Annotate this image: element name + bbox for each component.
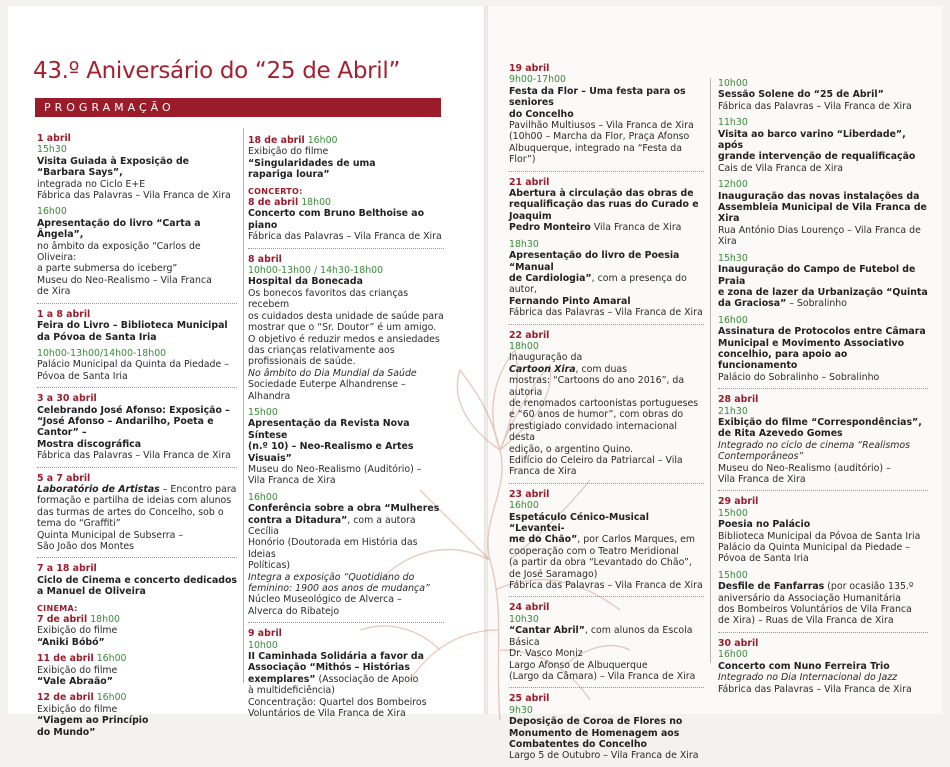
event-time: 16h00 — [307, 135, 338, 146]
program-event — [718, 496, 928, 564]
event-time: 11h30 — [718, 117, 748, 129]
program-event — [509, 239, 704, 319]
dotted-separator — [37, 467, 237, 468]
description-text: requalificação das ruas do Curado e Joaquim — [509, 199, 699, 222]
event-date-time — [248, 197, 444, 208]
program-event — [248, 492, 444, 617]
program-event — [37, 393, 237, 461]
event-description — [37, 359, 237, 382]
description-text: e “60 anos de humor”, com obras do — [509, 409, 684, 421]
event-date: 25 abril — [509, 693, 550, 705]
program-event — [248, 407, 444, 487]
event-description — [37, 704, 237, 738]
description-text: Combatentes do Concelho — [509, 738, 647, 750]
page-fold — [484, 6, 488, 714]
event-date: 7 a 18 abril — [37, 563, 97, 575]
column-4 — [718, 78, 928, 700]
event-description — [248, 651, 444, 719]
description-text: São João dos Montes — [37, 541, 135, 552]
event-description — [37, 575, 237, 598]
column-1 — [37, 133, 237, 743]
dotted-separator — [37, 557, 237, 558]
program-event — [718, 117, 928, 174]
description-text: “Aniki Bóbó” — [37, 636, 105, 648]
description-text: Deposição de Coroa de Flores no — [509, 716, 683, 728]
description-text: Apresentação do livro de Poesia “Manual — [509, 250, 680, 273]
program-event — [509, 330, 704, 478]
dotted-separator — [718, 490, 928, 491]
description-text: Integrado no ciclo de cinema “Realismos — [718, 439, 911, 451]
description-text: Desfile de Fanfarras — [718, 581, 825, 593]
description-text: Póvoa de Santa Iria — [37, 370, 128, 382]
description-text: Conferência sobre a obra “Mulheres — [248, 503, 440, 515]
event-date: 24 abril — [509, 602, 550, 614]
description-text: no âmbito da exposição “Carlos de Oliveira: — [37, 240, 201, 264]
description-text: tema do “Graffiti” — [37, 518, 121, 530]
program-event — [718, 315, 928, 383]
description-text: Vila Franca de Xira — [590, 222, 682, 234]
description-text: Inauguração da — [509, 352, 583, 364]
description-text: das turmas de artes do Concelho, sob o — [37, 506, 224, 518]
event-time: 15h00 — [248, 406, 278, 418]
description-text: da Póvoa de Santa Iria — [37, 331, 157, 343]
program-event — [37, 133, 237, 201]
description-text: Abertura à circulação das obras de — [509, 188, 694, 200]
description-text: (a partir da obra “Levantado do Chão”, — [509, 557, 692, 569]
event-description — [37, 405, 237, 462]
description-text: Exibição do filme “Correspondências”, — [718, 416, 922, 428]
event-description — [509, 352, 704, 477]
event-date: 7 de abril — [37, 614, 88, 626]
description-text: Associação “Mithós – Histórias — [248, 662, 410, 674]
event-description — [37, 156, 237, 202]
event-description — [718, 519, 928, 565]
event-date: 29 abril — [718, 496, 759, 508]
program-event — [509, 602, 704, 682]
description-text: exemplares” — [248, 673, 316, 685]
description-text: Hospital da Bonecada — [248, 276, 363, 288]
dotted-separator — [509, 596, 704, 597]
event-date: 5 a 7 abril — [37, 472, 91, 484]
event-time: 16h00 — [718, 649, 748, 661]
program-event — [509, 63, 704, 166]
program-event — [37, 653, 237, 687]
description-text: “Cantar Abril” — [509, 625, 585, 637]
event-description — [718, 264, 928, 310]
event-description — [248, 208, 444, 242]
description-text: do Mundo” — [37, 726, 96, 738]
description-text: Fábrica das Palavras – Vila Franca de Xira — [248, 231, 442, 243]
category-label: CINEMA: — [37, 603, 78, 613]
description-text: Apresentação do livro “Carta a Ângela”, — [37, 217, 201, 241]
description-text: Sessão Solene do “25 de Abril” — [718, 89, 884, 101]
description-text: Festa da Flor – Uma festa para os seniores — [509, 85, 686, 109]
description-text: Visita ao barco varino “Liberdade”, após — [718, 128, 906, 152]
description-text: Políticas) — [248, 560, 290, 572]
description-text: edição, o argentino Quino. — [509, 443, 634, 455]
description-text: Alverca do Ribatejo — [248, 605, 340, 617]
description-text: Municipal e Movimento Associativo — [718, 337, 905, 349]
event-date: 19 abril — [509, 63, 550, 74]
description-text: aniversário da Associação Humanitária — [718, 592, 902, 604]
description-text: (10h00 – Marcha da Flor, Praça Afonso — [509, 131, 690, 143]
event-description — [37, 484, 237, 552]
description-text: feminino: 1900 aos anos de mudança” — [248, 583, 430, 595]
description-text: Integrado no Dia Internacional do Jazz — [718, 672, 898, 684]
description-text: de Cardiologia” — [509, 272, 592, 284]
event-description — [718, 661, 928, 695]
event-description — [718, 326, 928, 383]
event-time: 10h00 — [718, 78, 748, 89]
event-time: 16h00 — [96, 692, 127, 704]
event-description — [718, 191, 928, 248]
description-text: Honório (Doutorada em História das Ideias — [248, 537, 418, 560]
description-text: os cuidados desta unidade de saúde para — [248, 310, 444, 322]
description-text: Museu do Neo-Realismo – Vila Franca — [37, 274, 212, 286]
description-text: Celebrando José Afonso: Exposição – — [37, 404, 230, 416]
dotted-separator — [509, 687, 704, 688]
description-text: “Viagem ao Princípio — [37, 715, 149, 727]
description-text: Franca de Xira — [509, 466, 577, 478]
description-text: Concerto com Bruno Belthoise ao piano — [248, 208, 425, 231]
program-event — [718, 638, 928, 695]
column-3 — [509, 63, 704, 767]
event-date: 12 de abril — [37, 692, 94, 704]
description-text: Cartoon Xira — [509, 363, 576, 375]
description-text: , com duas — [575, 363, 628, 375]
description-text: Contemporâneos” — [718, 451, 804, 463]
event-description — [718, 581, 928, 627]
event-time: 10h30 — [509, 613, 539, 625]
description-text: Palácio do Sobralinho – Sobralinho — [718, 371, 880, 383]
event-time: 18h30 — [509, 238, 539, 250]
description-text: das crianças relativamente aos — [248, 344, 395, 356]
event-date: 11 de abril — [37, 653, 94, 665]
description-text: Exibição do filme — [37, 625, 118, 637]
description-text: Fábrica das Palavras – Vila Franca de Xira — [37, 450, 231, 462]
program-event — [37, 348, 237, 382]
dotted-separator — [509, 324, 704, 325]
description-text: a Manuel de Oliveira — [37, 586, 146, 598]
description-text: Mostra discográfica — [37, 438, 142, 450]
program-event — [37, 473, 237, 553]
dotted-separator — [718, 388, 928, 389]
column-2 — [248, 135, 444, 725]
description-text: profissionais de saúde. — [248, 356, 356, 368]
description-text: Inauguração do Campo de Futebol de Praia — [718, 264, 916, 287]
description-text: Palácio da Quinta Municipal da Piedade – — [718, 542, 910, 554]
description-text: da Graciosa” — [718, 298, 787, 310]
description-text: “Vale Abraão” — [37, 676, 113, 688]
program-event — [248, 197, 444, 243]
description-text: Apresentação da Revista Nova Síntese — [248, 418, 410, 441]
description-text: contra a Ditadura” — [248, 514, 348, 526]
description-text: (n.º 10) – Neo-Realismo e Artes Visuais” — [248, 441, 414, 464]
event-time: 9h30 — [509, 704, 533, 716]
program-event — [718, 179, 928, 247]
event-description — [509, 512, 704, 592]
program-event — [509, 177, 704, 234]
description-text: Visita Guiada à Exposição de “Barbara Says”, — [37, 155, 190, 179]
event-description — [248, 418, 444, 486]
description-text: Vila Franca de Xira — [248, 475, 336, 487]
description-text: Fernando Pinto Amaral — [509, 295, 631, 307]
description-text: (por ocasião 135.º — [824, 581, 914, 593]
description-text: Assinatura de Protocolos entre Câmara — [718, 326, 926, 338]
program-event — [37, 206, 237, 297]
program-event — [37, 614, 237, 648]
dotted-separator — [248, 248, 444, 249]
description-text: Integra a exposição “Quotidiano do — [248, 571, 415, 583]
event-description — [37, 320, 237, 343]
description-text: e zona de lazer da Urbanização “Quinta — [718, 286, 928, 298]
event-description — [509, 625, 704, 682]
event-date: 8 abril — [248, 253, 282, 265]
event-time: 16h00 — [96, 653, 127, 665]
event-date-time — [37, 692, 237, 703]
description-text: Monumento de Homenagem aos — [509, 727, 680, 739]
event-time: 15h30 — [37, 144, 67, 156]
description-text: “Singularidades de uma — [248, 157, 376, 169]
event-description — [509, 250, 704, 318]
description-text: Pedro Monteiro — [509, 222, 591, 234]
event-description — [509, 716, 704, 762]
event-time: 16h00 — [509, 500, 539, 512]
description-text: Ciclo de Cinema e concerto dedicados — [37, 574, 238, 586]
event-time: 15h00 — [718, 507, 748, 519]
event-date: 21 abril — [509, 176, 550, 188]
description-text: Fábrica das Palavras – Vila Franca de Xira — [509, 580, 703, 592]
description-text: , por Carlos Marques, em — [577, 534, 696, 546]
description-text: Núcleo Museológico de Alverca – — [248, 594, 402, 606]
description-text: O objetivo é reduzir medos e ansiedades — [248, 333, 440, 345]
description-text: Albuquerque, integrado na “Festa da Flor”) — [509, 142, 682, 166]
event-time: 10h00-13h00 / 14h30-18h00 — [248, 265, 384, 277]
program-event — [718, 78, 928, 112]
program-event — [248, 254, 444, 402]
event-date: 8 de abril — [248, 197, 299, 209]
description-text: de Xira) – Ruas de Vila Franca de Xira — [718, 615, 894, 627]
dotted-separator — [718, 632, 928, 633]
description-text: Inauguração das novas instalações da — [718, 190, 920, 202]
description-text: Fábrica das Palavras – Vila Franca de Xira — [509, 307, 703, 319]
event-date: 28 abril — [718, 394, 759, 406]
description-text: mostrar que o “Sr. Doutor” é um amigo. — [248, 322, 437, 334]
event-time: 12h00 — [718, 179, 748, 191]
description-text: Feira do Livro – Biblioteca Municipal — [37, 320, 228, 332]
description-text: – Encontro para — [159, 483, 237, 495]
event-date: 3 a 30 abril — [37, 393, 97, 405]
description-text: de Rita Azevedo Gomes — [718, 428, 843, 440]
description-text: Fábrica das Palavras – Vila Franca de Xira — [37, 190, 231, 202]
event-date-time — [37, 653, 237, 664]
event-description — [718, 417, 928, 485]
description-text: prestigiado convidado internacional desta — [509, 420, 677, 444]
event-time: 10h00-13h00/14h00-18h00 — [37, 347, 167, 359]
event-time: 9h00-17h00 — [509, 74, 567, 86]
description-text: me do Chão” — [509, 534, 578, 546]
description-text: formação e partilha de ideias com alunos — [37, 495, 232, 507]
event-description — [248, 276, 444, 401]
program-event — [718, 570, 928, 627]
description-text: (Associação de Apoio — [315, 673, 419, 685]
dotted-separator — [37, 387, 237, 388]
description-text: Pavilhão Multiusos – Vila Franca de Xira — [509, 120, 694, 132]
description-text: Exibição do filme — [248, 146, 329, 158]
description-text: concelhio, para apoio ao funcionamento — [718, 348, 848, 372]
description-text: Edifício do Celeiro da Patriarcal – Vila — [509, 455, 683, 466]
event-description — [37, 665, 237, 688]
description-text: Espetáculo Cénico-Musical “Levantei- — [509, 511, 649, 535]
description-text: Palácio Municipal da Quinta da Piedade – — [37, 359, 229, 371]
description-text: mostras: “Cartoons do ano 2016”, da autoria — [509, 375, 685, 398]
event-time: 15h30 — [718, 252, 748, 264]
description-text: Museu do Neo-Realismo (auditório) – — [718, 462, 891, 474]
event-time: 16h00 — [718, 314, 748, 326]
description-text: Museu do Neo-Realismo (Auditório) – — [248, 463, 422, 475]
event-time: 18h00 — [90, 614, 121, 626]
description-text: Os bonecos favoritos das crianças recebem — [248, 287, 409, 311]
page-title: 43.º Aniversário do “25 de Abril” — [33, 58, 401, 84]
dotted-separator — [248, 622, 444, 623]
description-text: Largo 5 de Outubro – Vila Franca de Xira — [509, 750, 699, 762]
event-description — [248, 503, 444, 617]
description-text: Poesia no Palácio — [718, 519, 811, 531]
event-description — [37, 218, 237, 298]
event-description — [248, 146, 444, 180]
event-time: 16h00 — [37, 206, 67, 218]
event-time: 18h00 — [301, 197, 332, 209]
description-text: Fábrica das Palavras – Vila Franca de Xira — [718, 683, 912, 695]
event-description — [37, 625, 237, 648]
description-text: Voluntários de Vila Franca de Xira — [248, 708, 406, 720]
description-text: rapariga loura” — [248, 169, 330, 181]
description-text: Concentração: Quartel dos Bombeiros — [248, 696, 427, 708]
description-text: Póvoa de Santa Iria — [718, 553, 809, 565]
program-event — [509, 693, 704, 761]
event-time: 15h00 — [718, 569, 748, 581]
category-label: CONCERTO: — [248, 186, 303, 196]
event-date: 9 abril — [248, 628, 282, 640]
description-text: de José Saramago) — [509, 568, 598, 580]
description-text: Largo Afonso de Albuquerque — [509, 659, 648, 671]
programacao-banner: PROGRAMAÇÃO — [35, 98, 441, 117]
event-date: 22 abril — [509, 329, 550, 341]
description-text: Cais de Vila Franca de Xira — [718, 162, 844, 174]
event-description — [718, 129, 928, 175]
program-event — [37, 309, 237, 343]
program-event — [718, 394, 928, 485]
description-text: grande intervenção de requalificação — [718, 151, 916, 163]
description-text: de Xira — [37, 286, 71, 298]
event-time: 21h30 — [718, 405, 748, 417]
description-text: II Caminhada Solidária a favor da — [248, 651, 424, 663]
description-text: do Concelho — [509, 108, 574, 120]
event-time: 18h00 — [509, 340, 539, 352]
description-text: a parte submersa do iceberg” — [37, 263, 178, 275]
description-text: Vila Franca de Xira — [718, 474, 806, 485]
event-date-time — [248, 135, 444, 146]
description-text: – Sobralinho — [786, 298, 847, 310]
description-text: Exibição do filme — [37, 664, 118, 676]
program-event — [37, 563, 237, 597]
event-date-time — [37, 614, 237, 625]
description-text: Dr. Vasco Moniz — [509, 648, 583, 660]
event-date: 18 de abril — [248, 135, 305, 146]
description-text: cooperação com o Teatro Meridional — [509, 545, 679, 557]
event-time: 10h00 — [248, 639, 278, 651]
description-text: “José Afonso – Andarilho, Poeta e Cantor” – — [37, 415, 214, 439]
description-text: Quinta Municipal de Subserra – — [37, 529, 184, 541]
description-text: integrada no Ciclo E+E — [37, 178, 146, 190]
dotted-separator — [37, 303, 237, 304]
description-text: Concerto com Nuno Ferreira Trio — [718, 660, 890, 672]
program-event — [718, 253, 928, 310]
dotted-separator — [509, 483, 704, 484]
description-text: Assembleia Municipal de Vila Franca de Xira — [718, 202, 927, 225]
description-text: Fábrica das Palavras – Vila Franca de Xira — [718, 100, 912, 112]
event-date: 30 abril — [718, 637, 759, 649]
description-text: de renomados cartoonistas portugueses — [509, 397, 699, 409]
description-text: Alhandra — [248, 390, 291, 402]
dotted-separator — [509, 171, 704, 172]
event-date: 23 abril — [509, 488, 550, 500]
event-description — [509, 86, 704, 166]
program-event — [248, 135, 444, 181]
event-date: 1 a 8 abril — [37, 308, 91, 320]
event-date: 1 abril — [37, 133, 71, 144]
description-text: Biblioteca Municipal da Póvoa de Santa Iria — [718, 530, 921, 542]
description-text: Laboratório de Artistas — [37, 483, 160, 495]
description-text: dos Bombeiros Voluntários de Vila Franca — [718, 604, 912, 616]
description-text: , com alunos da Escola Básica — [509, 625, 693, 648]
program-event — [509, 489, 704, 592]
program-event — [248, 628, 444, 719]
column-divider — [243, 128, 244, 683]
description-text: (Largo da Câmara) – Vila Franca de Xira — [509, 670, 696, 682]
program-event — [37, 692, 237, 738]
description-text: Exibição do filme — [37, 703, 118, 715]
description-text: à multideficiência) — [248, 685, 335, 697]
description-text: Rua António Dias Lourenço – Vila Franca de Xira — [718, 224, 921, 248]
description-text: Sociedade Euterpe Alhandrense – — [248, 379, 406, 391]
description-text: , com a autora Cecília — [248, 514, 416, 537]
description-text: , com a presença do autor, — [509, 272, 687, 296]
event-time: 16h00 — [248, 491, 278, 503]
event-description — [718, 89, 928, 112]
event-description — [509, 188, 704, 234]
description-text: No âmbito do Dia Mundial da Saúde — [248, 367, 417, 379]
column-divider — [710, 78, 711, 663]
